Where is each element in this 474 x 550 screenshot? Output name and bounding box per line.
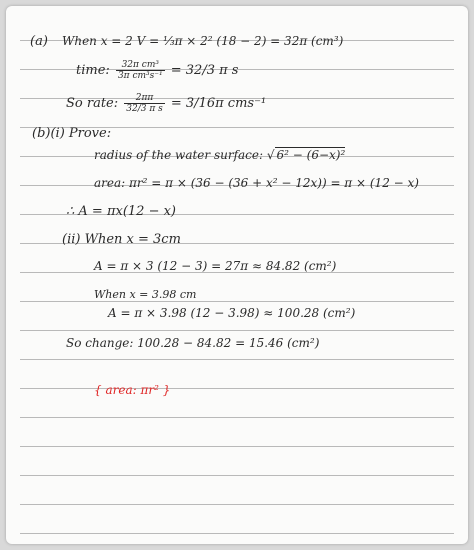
part-ii-calc: A = π × 3 (12 − 3) = 27π ≈ 84.82 (cm²) — [94, 259, 337, 273]
time-numerator: 32π cm³ — [116, 60, 165, 71]
time-result: = 32/3 π s — [170, 63, 239, 78]
ruled-line — [20, 533, 454, 534]
therefore-line: ∴ A = πx(12 − x) — [66, 204, 176, 219]
when-line: When x = 3.98 cm — [94, 288, 197, 301]
part-ii-label: (ii) When x = 3cm — [62, 232, 181, 247]
ruled-line — [20, 301, 454, 302]
time-row — [76, 60, 238, 81]
notebook-page — [6, 6, 468, 544]
ruled-line — [20, 475, 454, 476]
rate-numerator: 2ππ — [124, 93, 164, 104]
rate-fraction — [124, 93, 164, 114]
rate-row — [66, 93, 266, 114]
ruled-line — [20, 330, 454, 331]
radius-row: radius of the water surface: √ 6² − (6−x)² — [94, 148, 346, 162]
ruled-line — [20, 388, 454, 389]
radius-line: radius of the water surface: — [94, 148, 264, 162]
rate-result: = 3/16π cms⁻¹ — [170, 96, 267, 111]
ruled-line — [20, 417, 454, 418]
part-a-line1: When x = 2 V = ⅓π × 2² (18 − 2) = 32π (cm³) — [62, 34, 344, 48]
rate-label: So rate: — [66, 96, 119, 111]
radius-sqrt: 6² − (6−x)² — [276, 148, 346, 162]
time-fraction — [116, 60, 165, 81]
time-label: time: — [76, 63, 110, 78]
change-line: So change: 100.28 − 84.82 = 15.46 (cm²) — [66, 336, 320, 350]
ruled-line — [20, 446, 454, 447]
area2-calc: A = π × 3.98 (12 − 3.98) ≈ 100.28 (cm²) — [108, 306, 356, 320]
area-line: area: πr² = π × (36 − (36 + x² − 12x)) = π × (12 − x) — [94, 176, 419, 190]
ruled-line — [20, 504, 454, 505]
ruled-line — [20, 359, 454, 360]
red-annotation: { area: πr² } — [94, 383, 171, 397]
rate-denominator: 32/3 π s — [126, 104, 163, 114]
part-b-label: (b)(i) Prove: — [32, 126, 112, 141]
time-denominator: 3π cm³s⁻¹ — [117, 71, 163, 81]
part-a-label: (a) — [30, 34, 48, 49]
